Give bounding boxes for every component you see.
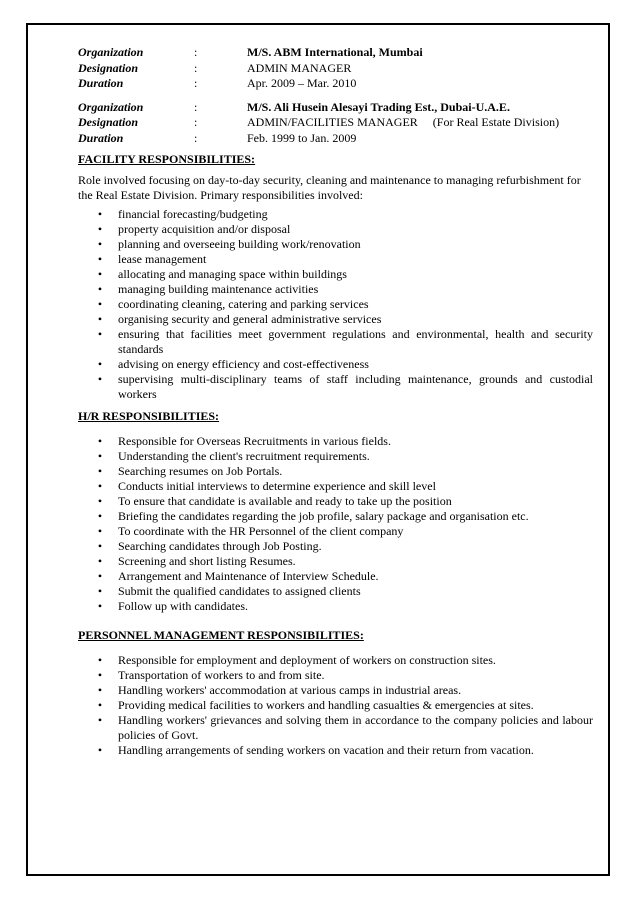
experience-row — [78, 45, 593, 61]
list-item — [78, 312, 593, 327]
field-value: M/S. Ali Husein Alesayi Trading Est., Dubai-U.A.E. — [247, 99, 510, 114]
resume-content — [78, 45, 593, 758]
list-item — [78, 207, 593, 222]
bullet-icon: • — [97, 539, 103, 553]
field-label: Organization — [78, 99, 144, 114]
list-item-text: Conducts initial interviews to determine experience and skill level — [118, 479, 436, 493]
experience-row — [78, 76, 593, 92]
experience-row — [78, 115, 593, 131]
list-item-text: Responsible for employment and deployment of workers on construction sites. — [118, 653, 496, 667]
list-item — [78, 434, 593, 449]
experience-block — [78, 45, 593, 146]
list-item — [78, 327, 593, 357]
bullet-icon: • — [97, 683, 103, 697]
list-item-text: coordinating cleaning, catering and parking services — [118, 297, 369, 311]
list-item — [78, 297, 593, 312]
facility-section — [78, 152, 593, 402]
personnel-title: PERSONNEL MANAGEMENT RESPONSIBILITIES: — [78, 628, 364, 642]
list-item — [78, 584, 593, 599]
hr-section — [78, 409, 593, 614]
list-item-text: ensuring that facilities meet government regulations and environmental, health and security standards — [118, 327, 593, 356]
list-item-text: supervising multi-disciplinary teams of staff including maintenance, grounds and custodial workers — [118, 372, 593, 401]
hr-title: H/R RESPONSIBILITIES: — [78, 409, 220, 423]
list-item-text: financial forecasting/budgeting — [118, 207, 268, 221]
field-value: ADMIN/FACILITIES MANAGER (For Real Estate Division) — [247, 115, 560, 129]
bullet-icon: • — [97, 449, 103, 463]
list-item — [78, 509, 593, 524]
list-item — [78, 267, 593, 282]
list-item-text: Briefing the candidates regarding the job profile, salary package and organisation etc. — [118, 509, 529, 523]
list-item-text: Submit the qualified candidates to assigned clients — [118, 584, 361, 598]
field-label: Organization — [78, 45, 144, 59]
block-gap — [78, 92, 593, 100]
bullet-icon: • — [97, 584, 103, 598]
list-item — [78, 569, 593, 584]
list-item-text: To coordinate with the HR Personnel of the client company — [118, 524, 404, 538]
bullet-icon: • — [97, 252, 103, 266]
list-item-text: organising security and general administrative services — [118, 312, 382, 326]
list-item — [78, 252, 593, 267]
experience-entry — [78, 45, 593, 92]
bullet-icon: • — [97, 372, 103, 386]
bullet-icon: • — [97, 434, 103, 448]
list-item — [78, 599, 593, 614]
field-label: Designation — [78, 115, 139, 129]
bullet-icon: • — [97, 357, 103, 371]
list-item-text: Follow up with candidates. — [118, 599, 248, 613]
list-item-text: Handling arrangements of sending workers on vacation and their return from vacation. — [118, 743, 534, 757]
experience-row — [78, 100, 593, 116]
field-colon: : — [194, 99, 198, 114]
bullet-icon: • — [97, 479, 103, 493]
list-item — [78, 743, 593, 758]
list-item — [78, 357, 593, 372]
field-value: Apr. 2009 – Mar. 2010 — [247, 76, 357, 90]
field-value: ADMIN MANAGER — [247, 60, 352, 75]
list-item-text: To ensure that candidate is available and ready to take up the position — [118, 494, 452, 508]
list-item — [78, 464, 593, 479]
list-item — [78, 539, 593, 554]
field-colon: : — [194, 130, 198, 145]
list-item-text: Handling workers' grievances and solving them in accordance to the company policies and labour policies of Govt. — [118, 713, 593, 742]
facility-intro: Role involved focusing on day-to-day security, cleaning and maintenance to managing refurbishment for the Real Estate Division. Primary responsibilities involved: — [78, 173, 581, 202]
list-item-text: Searching candidates through Job Posting. — [118, 539, 322, 553]
list-item-text: Screening and short listing Resumes. — [118, 554, 296, 568]
personnel-section — [78, 628, 593, 758]
facility-list — [78, 207, 593, 402]
bullet-icon: • — [97, 653, 103, 667]
bullet-icon: • — [97, 743, 103, 757]
list-item — [78, 282, 593, 297]
list-item — [78, 372, 593, 402]
bullet-icon: • — [97, 713, 103, 727]
field-label: Duration — [78, 130, 124, 145]
bullet-icon: • — [97, 569, 103, 583]
list-item — [78, 237, 593, 252]
field-colon: : — [194, 60, 198, 75]
bullet-icon: • — [97, 599, 103, 613]
bullet-icon: • — [97, 267, 103, 281]
list-item — [78, 494, 593, 509]
list-item-text: property acquisition and/or disposal — [118, 222, 291, 236]
list-item-text: advising on energy efficiency and cost-effectiveness — [118, 357, 369, 371]
field-colon: : — [194, 45, 198, 59]
list-item — [78, 683, 593, 698]
field-label: Designation — [78, 60, 139, 75]
bullet-icon: • — [97, 464, 103, 478]
list-item-text: Responsible for Overseas Recruitments in various fields. — [118, 434, 391, 448]
hr-list — [78, 434, 593, 614]
personnel-list — [78, 653, 593, 758]
list-item — [78, 449, 593, 464]
field-colon: : — [194, 76, 198, 90]
document-page — [26, 23, 610, 876]
bullet-icon: • — [97, 237, 103, 251]
bullet-icon: • — [97, 698, 103, 712]
facility-title: FACILITY RESPONSIBILITIES: — [78, 152, 256, 166]
bullet-icon: • — [97, 509, 103, 523]
list-item-text: managing building maintenance activities — [118, 282, 319, 296]
list-item — [78, 698, 593, 713]
list-item — [78, 222, 593, 237]
bullet-icon: • — [97, 222, 103, 236]
bullet-icon: • — [97, 524, 103, 538]
list-item-text: Transportation of workers to and from site. — [118, 668, 325, 682]
list-item — [78, 479, 593, 494]
field-value: M/S. ABM International, Mumbai — [247, 45, 423, 59]
list-item — [78, 524, 593, 539]
field-label: Duration — [78, 76, 124, 90]
bullet-icon: • — [97, 312, 103, 326]
list-item-text: Handling workers' accommodation at various camps in industrial areas. — [118, 683, 462, 697]
bullet-icon: • — [97, 207, 103, 221]
bullet-icon: • — [97, 327, 103, 341]
bullet-icon: • — [97, 297, 103, 311]
list-item-text: Arrangement and Maintenance of Interview Schedule. — [118, 569, 379, 583]
list-item-text: Searching resumes on Job Portals. — [118, 464, 283, 478]
field-colon: : — [194, 115, 198, 129]
experience-row — [78, 131, 593, 147]
experience-entry — [78, 100, 593, 147]
bullet-icon: • — [97, 282, 103, 296]
list-item-text: Understanding the client's recruitment requirements. — [118, 449, 370, 463]
experience-row — [78, 61, 593, 77]
list-item — [78, 653, 593, 668]
list-item-text: allocating and managing space within buildings — [118, 267, 347, 281]
field-value: Feb. 1999 to Jan. 2009 — [247, 130, 357, 145]
list-item — [78, 554, 593, 569]
bullet-icon: • — [97, 554, 103, 568]
list-item-text: Providing medical facilities to workers and handling casualties & emergencies at sites. — [118, 698, 534, 712]
bullet-icon: • — [97, 668, 103, 682]
list-item-text: planning and overseeing building work/renovation — [118, 237, 361, 251]
list-item-text: lease management — [118, 252, 207, 266]
list-item — [78, 668, 593, 683]
bullet-icon: • — [97, 494, 103, 508]
list-item — [78, 713, 593, 743]
